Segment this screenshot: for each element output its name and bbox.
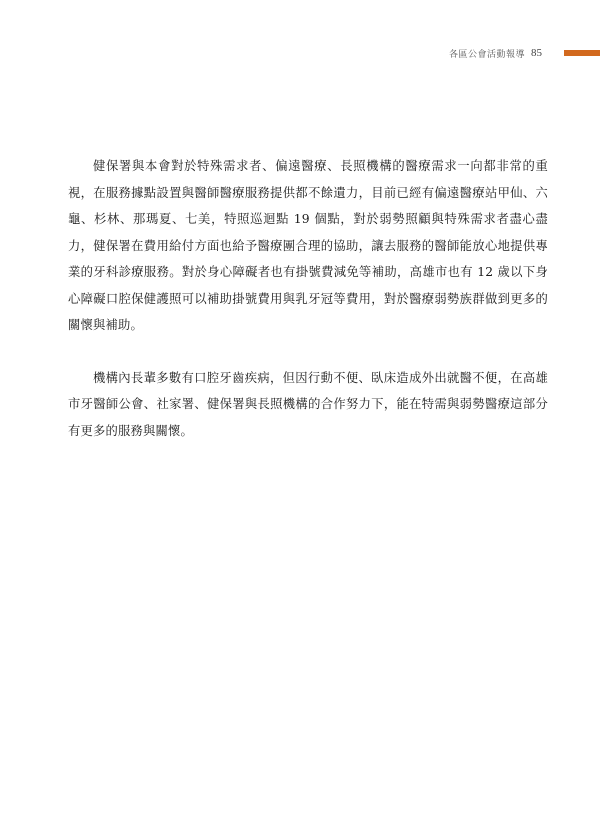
paragraph-2: 機構內長輩多數有口腔牙齒疾病，但因行動不便、臥床造成外出就醫不便，在高雄市牙醫師公會、社家署、健保署與長照機構的合作努力下，能在特需與弱勢醫療這部分有更多的服務與關懷。 bbox=[68, 370, 548, 438]
paragraph-1: 健保署與本會對於特殊需求者、偏遠醫療、長照機構的醫療需求一向都非常的重視，在服務據點設置與醫師醫療服務提供都不餘遺力，目前已經有偏遠醫療站甲仙、六龜、杉林、那瑪夏、七美，特照巡迴點 19 個點，對於弱勢照顧與特殊需求者盡心盡力，健保署在費用給付方面也給予醫療團合理的協助，讓去服務的醫師能放心地提供專業的牙科診療服務。對於身心障礙者也有掛號費減免等補助，高雄市也有 12 歲以下身心障礙口腔保健護照可以補助掛號費用與乳牙冠等費用，對於醫療弱勢族群做到更多的關懷與補助。 bbox=[68, 159, 548, 332]
article-body bbox=[68, 153, 548, 444]
section-title: 各區公會活動報導 bbox=[448, 49, 525, 60]
page-header bbox=[449, 44, 600, 62]
accent-bar bbox=[564, 50, 600, 56]
page-number: 85 bbox=[531, 47, 542, 59]
